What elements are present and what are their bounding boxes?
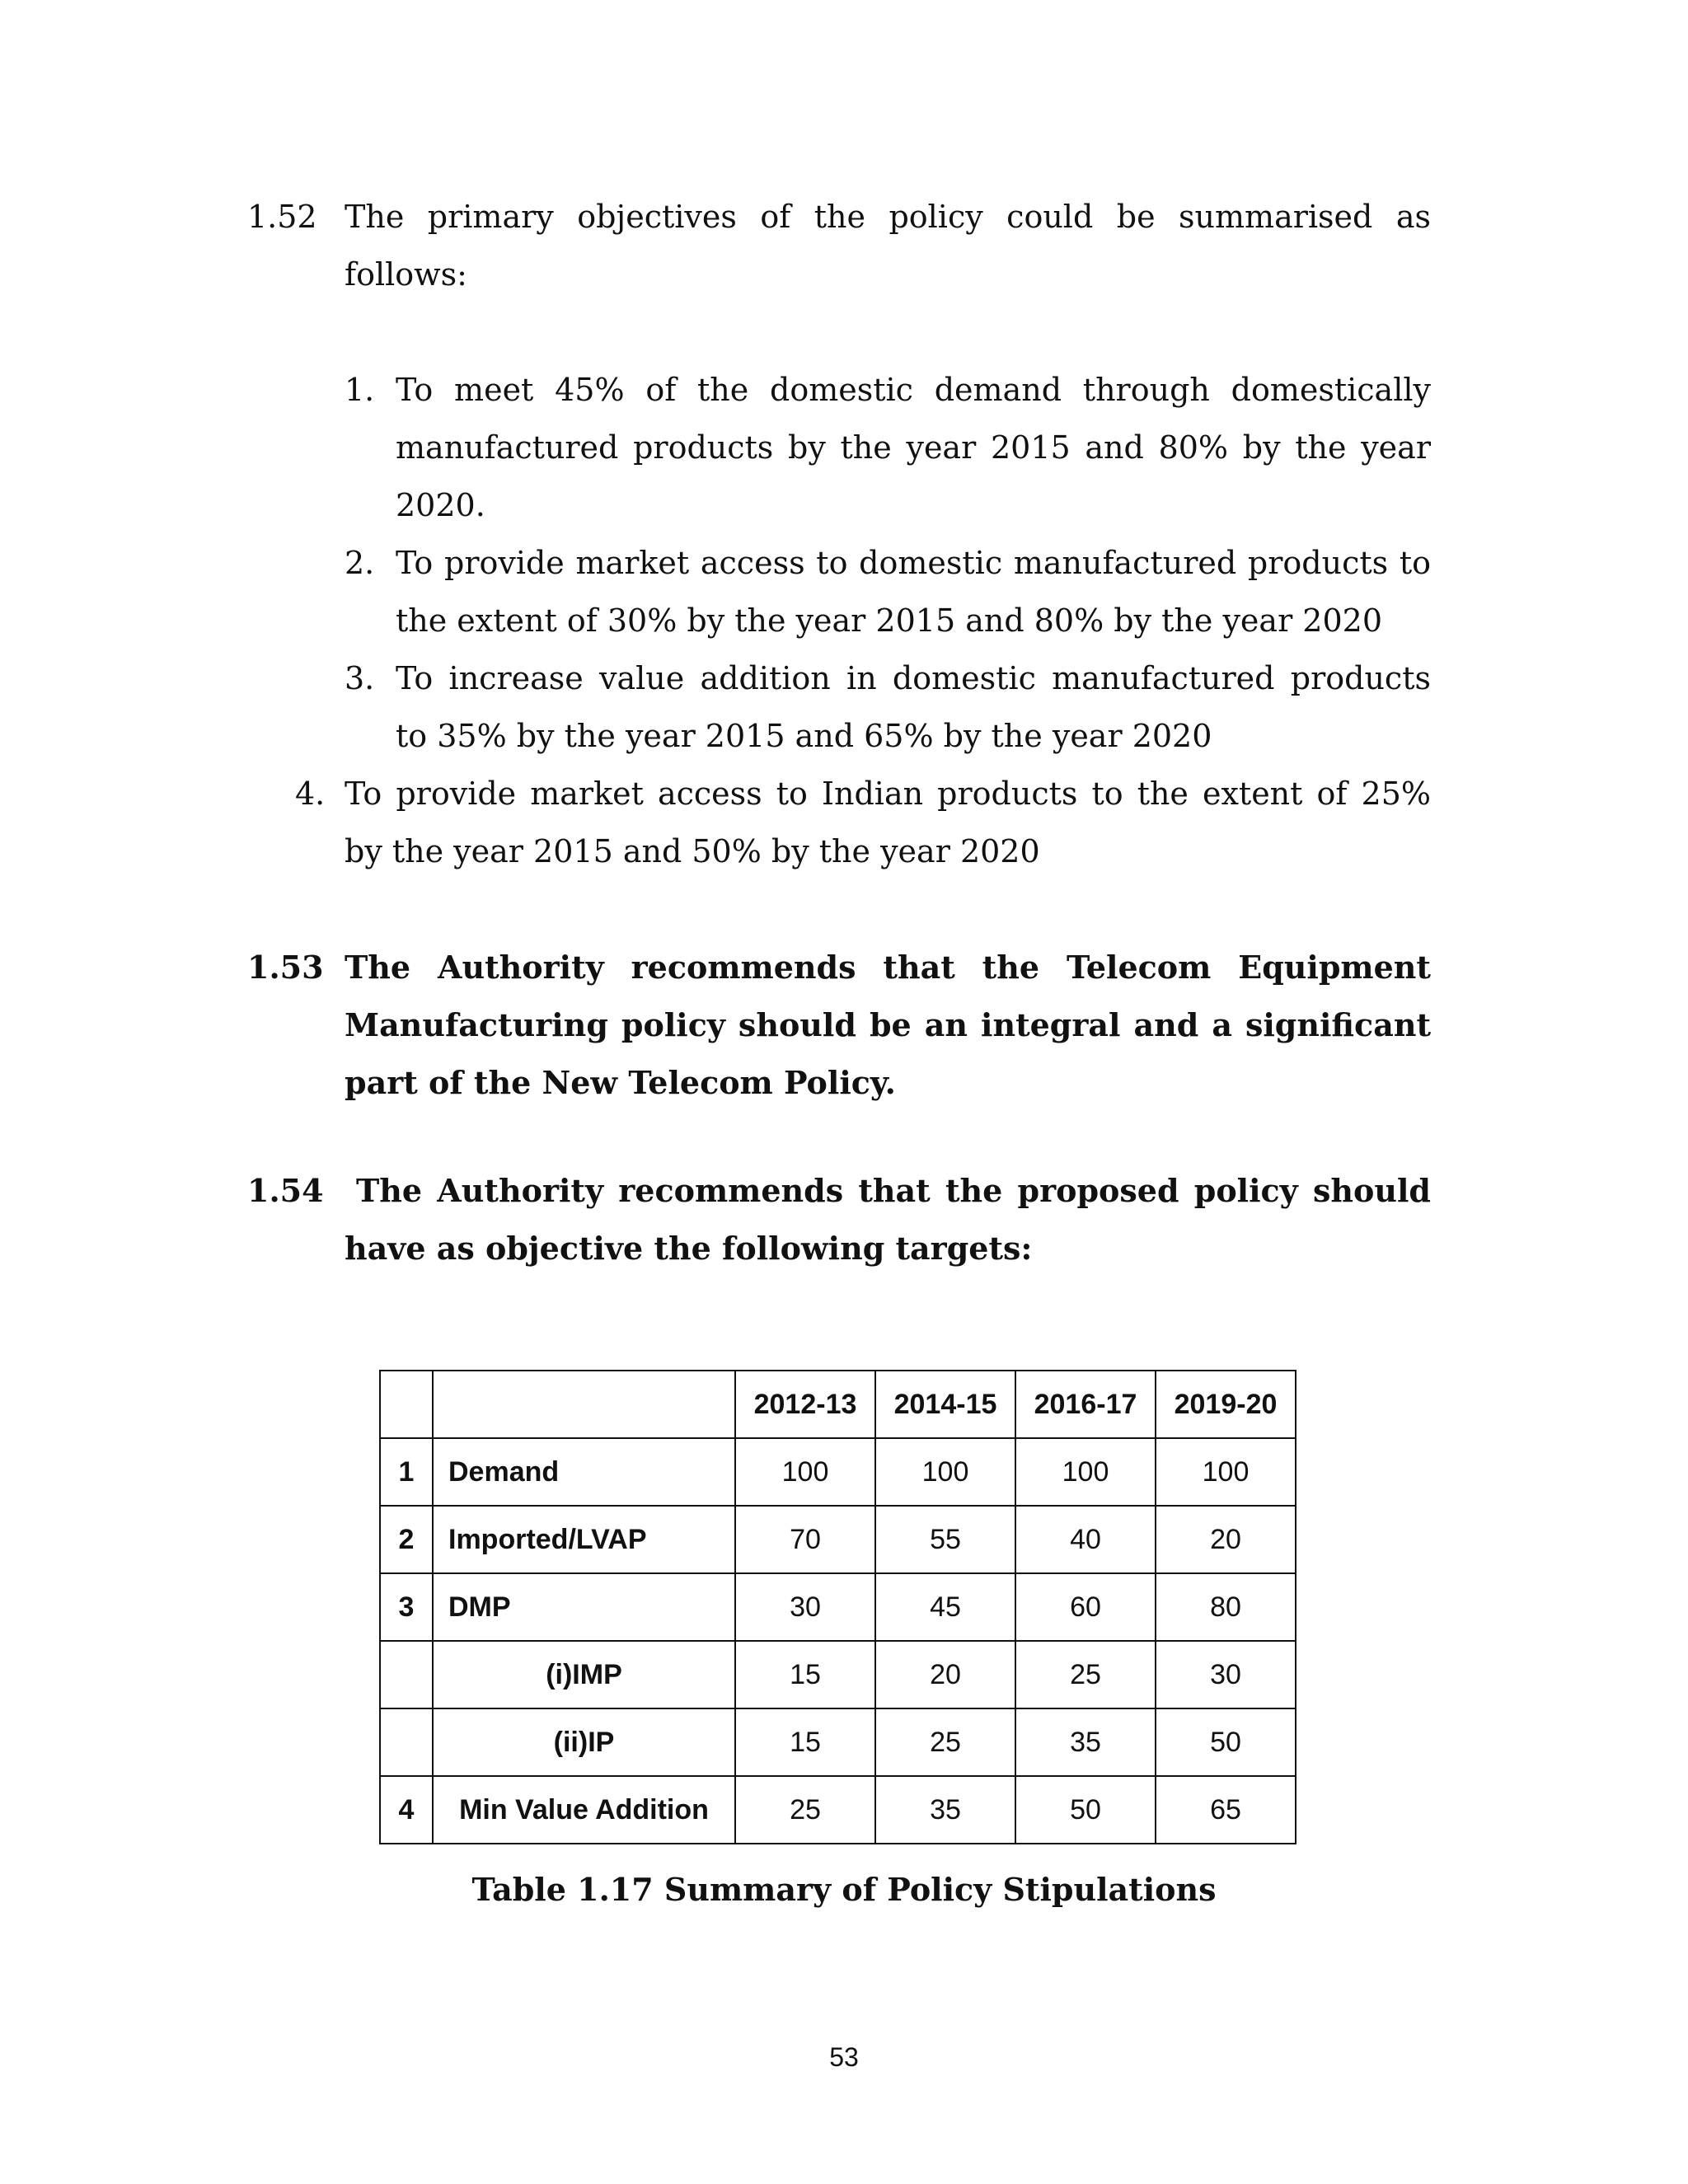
table-cell: 25 bbox=[875, 1708, 1015, 1776]
table-cell: 20 bbox=[1156, 1506, 1296, 1573]
section-1-54 bbox=[247, 1162, 1431, 1277]
table-cell: 65 bbox=[1156, 1776, 1296, 1844]
row-number: 3 bbox=[380, 1573, 433, 1641]
table-cell: 100 bbox=[735, 1438, 875, 1506]
list-item-line: by the year 2015 and 50% by the year 2020 bbox=[345, 833, 1040, 869]
table-cell: 20 bbox=[875, 1641, 1015, 1708]
table-header-row bbox=[380, 1371, 1296, 1438]
objective-item-1 bbox=[345, 361, 1431, 534]
table-header-cell bbox=[380, 1371, 433, 1438]
row-number: 4 bbox=[380, 1776, 433, 1844]
table-row bbox=[380, 1776, 1296, 1844]
table-cell: 45 bbox=[875, 1573, 1015, 1641]
table-row bbox=[380, 1438, 1296, 1506]
list-item-line: the extent of 30% by the year 2015 and 80% by the year 2020 bbox=[396, 602, 1383, 639]
list-marker: 3. bbox=[345, 660, 375, 696]
row-label: Demand bbox=[433, 1438, 735, 1506]
table-cell: 25 bbox=[1015, 1641, 1156, 1708]
list-item-line: To provide market access to domestic manufactured products to bbox=[396, 545, 1431, 581]
list-item-line: To provide market access to Indian products to the extent of 25% bbox=[345, 776, 1431, 812]
list-marker: 1. bbox=[345, 372, 375, 408]
list-item-line: to 35% by the year 2015 and 65% by the year 2020 bbox=[396, 718, 1212, 754]
list-item-line: To meet 45% of the domestic demand through domestically bbox=[396, 372, 1431, 408]
table-cell: 30 bbox=[1156, 1641, 1296, 1708]
table-cell: 15 bbox=[735, 1708, 875, 1776]
table-header-cell: 2019-20 bbox=[1156, 1371, 1296, 1438]
objective-item-2 bbox=[345, 534, 1431, 649]
table-cell: 100 bbox=[1156, 1438, 1296, 1506]
row-label: Min Value Addition bbox=[433, 1776, 735, 1844]
table-row bbox=[380, 1573, 1296, 1641]
row-number bbox=[380, 1708, 433, 1776]
policy-stipulations-table bbox=[379, 1370, 1296, 1844]
paragraph-line: part of the New Telecom Policy. bbox=[345, 1064, 896, 1101]
table-cell: 100 bbox=[1015, 1438, 1156, 1506]
table-cell: 55 bbox=[875, 1506, 1015, 1573]
table-header-cell: 2012-13 bbox=[735, 1371, 875, 1438]
objective-item-4 bbox=[295, 765, 1431, 880]
page-number: 53 bbox=[829, 2042, 859, 2072]
table-row bbox=[380, 1708, 1296, 1776]
list-item-line: 2020. bbox=[396, 487, 485, 523]
table-header-cell bbox=[433, 1371, 735, 1438]
section-1-52 bbox=[247, 188, 1431, 303]
section-1-53 bbox=[247, 939, 1431, 1112]
table-cell: 30 bbox=[735, 1573, 875, 1641]
row-number bbox=[380, 1641, 433, 1708]
paragraph-line: have as objective the following targets: bbox=[345, 1230, 1033, 1267]
table-header-cell: 2014-15 bbox=[875, 1371, 1015, 1438]
paragraph-line: The Authority recommends that the Telecom Equipment bbox=[345, 949, 1431, 986]
list-marker: 2. bbox=[345, 545, 375, 581]
paragraph-line: follows: bbox=[345, 256, 467, 293]
row-number: 1 bbox=[380, 1438, 433, 1506]
list-marker: 4. bbox=[295, 776, 326, 812]
row-label: (i)IMP bbox=[433, 1641, 735, 1708]
table-cell: 100 bbox=[875, 1438, 1015, 1506]
section-number: 1.53 bbox=[247, 949, 324, 986]
table-cell: 25 bbox=[735, 1776, 875, 1844]
table-cell: 35 bbox=[875, 1776, 1015, 1844]
table-cell: 70 bbox=[735, 1506, 875, 1573]
table-cell: 50 bbox=[1015, 1776, 1156, 1844]
list-item-line: To increase value addition in domestic manufactured products bbox=[396, 660, 1431, 696]
section-number: 1.52 bbox=[247, 199, 317, 235]
table-cell: 60 bbox=[1015, 1573, 1156, 1641]
paragraph-line: Manufacturing policy should be an integral and a significant bbox=[345, 1006, 1431, 1043]
row-label: Imported/LVAP bbox=[433, 1506, 735, 1573]
paragraph-line: The Authority recommends that the proposed policy should bbox=[356, 1172, 1431, 1209]
paragraph-line: The primary objectives of the policy could be summarised as bbox=[345, 199, 1431, 235]
table-cell: 35 bbox=[1015, 1708, 1156, 1776]
row-label: (ii)IP bbox=[433, 1708, 735, 1776]
table-row bbox=[380, 1641, 1296, 1708]
table-cell: 15 bbox=[735, 1641, 875, 1708]
table-cell: 40 bbox=[1015, 1506, 1156, 1573]
table-row bbox=[380, 1506, 1296, 1573]
table-cell: 50 bbox=[1156, 1708, 1296, 1776]
list-item-line: manufactured products by the year 2015 and 80% by the year bbox=[396, 429, 1431, 466]
table-cell: 80 bbox=[1156, 1573, 1296, 1641]
row-label: DMP bbox=[433, 1573, 735, 1641]
table-caption: Table 1.17 Summary of Policy Stipulations bbox=[471, 1871, 1217, 1908]
objective-item-3 bbox=[345, 649, 1431, 765]
row-number: 2 bbox=[380, 1506, 433, 1573]
section-number: 1.54 bbox=[247, 1172, 324, 1209]
table-header-cell: 2016-17 bbox=[1015, 1371, 1156, 1438]
